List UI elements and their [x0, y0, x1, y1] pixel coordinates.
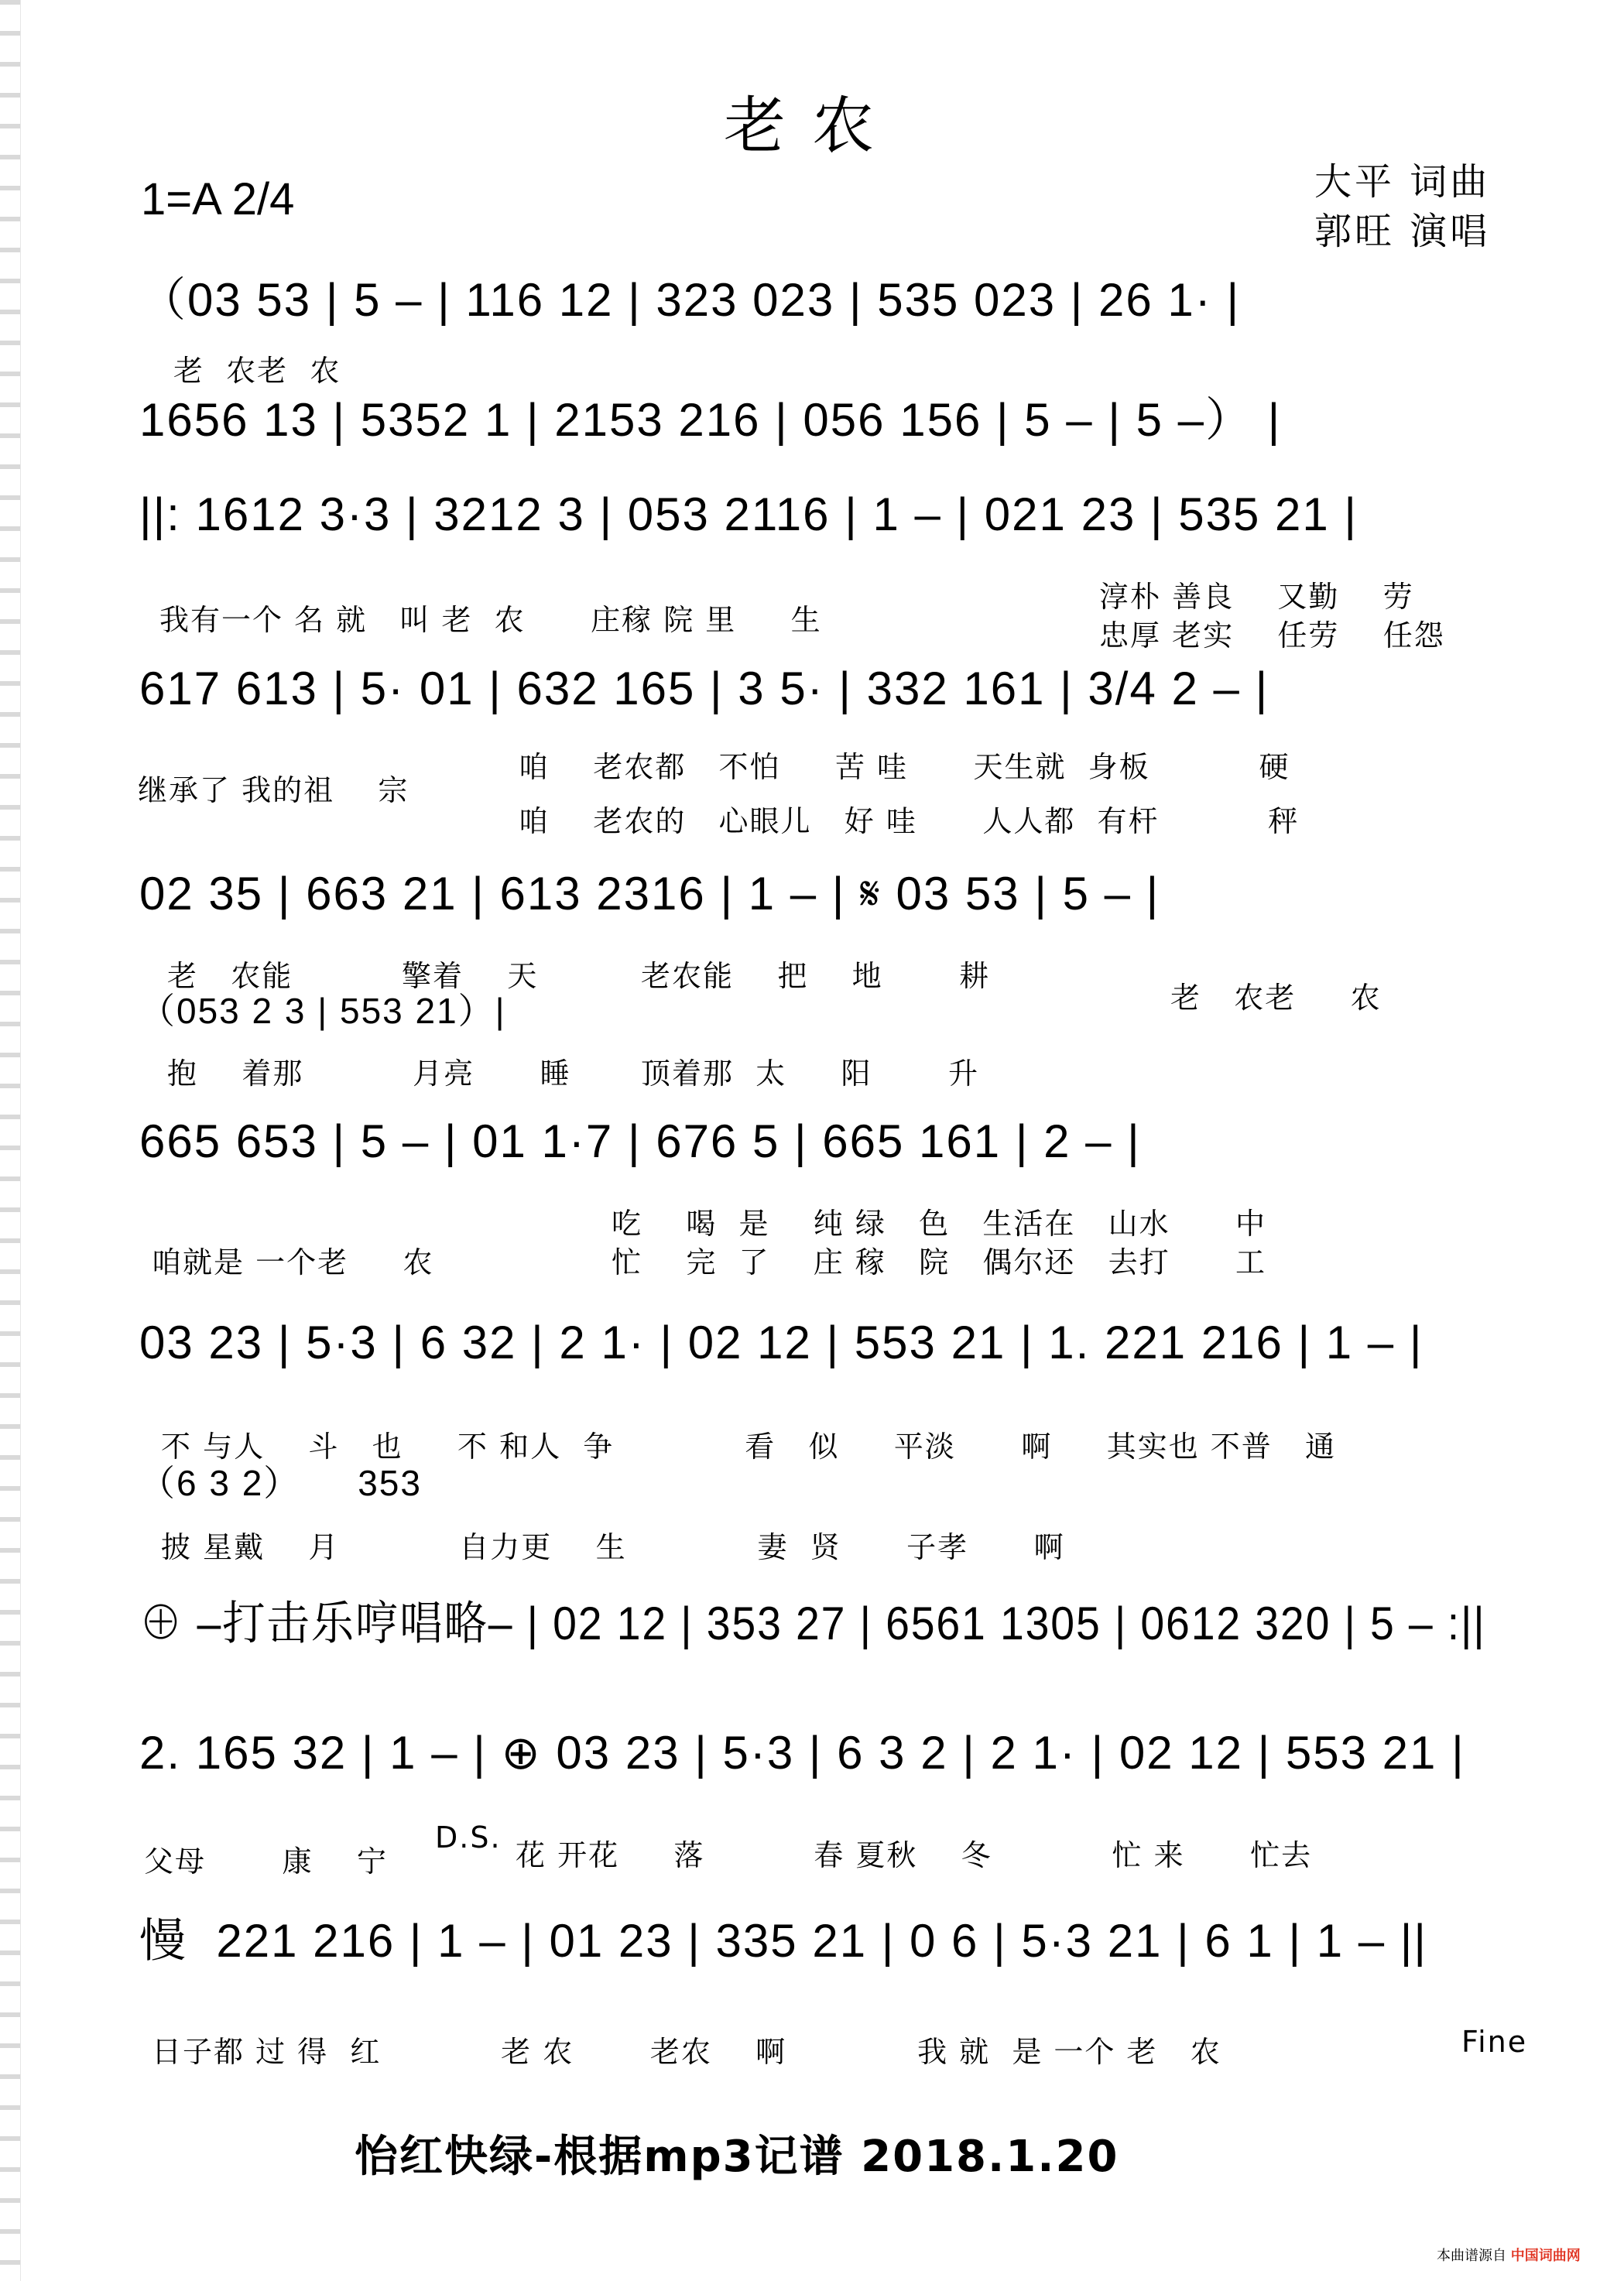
notation-line: 665 653 | 5 – | 01 1·7 | 676 5 | 665 161 | 2 – |: [139, 1115, 1141, 1167]
notation-line: 1656 13 | 5352 1 | 2153 216 | 056 156 | 5 – | 5 –） |: [139, 394, 1282, 446]
lyric-line: 披 星戴 月 自力更 生 妻 贤 子孝 啊: [161, 1530, 1065, 1564]
lyric-line: 咱 老农的 心眼儿 好 哇 人人都 有杆 秤: [519, 804, 1300, 838]
score-system: [139, 488, 1486, 573]
lyric-line: 抱 着那 月亮 睡: [167, 1057, 571, 1091]
lyric-line: 忠厚 老实 任劳 任怨: [1099, 618, 1445, 652]
key-signature: 1=A 2/4: [141, 174, 295, 224]
notation-line: 617 613 | 5· 01 | 632 165 | 3 5· | 332 161 | 3/4 2 – |: [139, 663, 1269, 714]
score-system: [139, 1726, 1486, 1811]
lyric-line: 我有一个 名 就 叫 老 农 庄稼 院 里 生: [159, 603, 822, 637]
lyric-line: 忙 完 了 庄 稼 院 偶尔还 去打 工: [612, 1245, 1267, 1279]
lyric-line: 花 开花 落 春 夏秋 冬 忙 来 忙去: [516, 1838, 1313, 1872]
lyric-line: 老 农老 农: [1170, 981, 1382, 1015]
notation-line: 慢 221 216 | 1 – | 01 23 | 335 21 | 0 6 | 5·3 21 | 6 1 | 1 – ||: [139, 1915, 1427, 1967]
lyric-line: 老 农能 擎着 天: [167, 959, 539, 993]
lyric-line: 淳朴 善良 又勤 劳: [1099, 580, 1414, 614]
lyric-line: 日子都 过 得 红 老 农 老农 啊 我 就 是 一个 老 农: [152, 2035, 1221, 2069]
lyric-line: 父母 康 宁: [144, 1844, 388, 1879]
source-prefix: 本曲谱源自: [1437, 2248, 1506, 2264]
lyric-line: 不 与人 斗 也 不 和人 争 看 似 平淡 啊 其实也 不普 通: [161, 1430, 1337, 1464]
lyric-line: 老 农老 农: [173, 354, 341, 388]
notation-line: 02 35 | 663 21 | 613 2316 | 1 – | 𝄋 03 53 | 5 – |: [139, 868, 1160, 920]
lyric-line: 吃 喝 是 纯 绿 色 生活在 山水 中: [612, 1207, 1267, 1241]
source-brand: 中国词曲网: [1510, 2248, 1581, 2264]
lyric-line: 继承了 我的祖 宗: [138, 773, 409, 807]
notation-line: （053 2 3 | 553 21）|: [139, 991, 506, 1031]
page-left-border: [0, 0, 21, 2281]
score-system: [139, 1316, 1486, 1401]
score-system: [139, 1587, 1486, 1672]
notation-line: ⊕ –打击乐哼唱略– | 02 12 | 353 27 | 6561 1305 | 0612 320 | 5 – :||: [139, 1598, 1486, 1649]
credit-lyricist-composer: 大平 词曲: [1314, 160, 1491, 204]
score-system: [139, 1904, 1486, 1989]
source-credit: [1437, 2245, 1581, 2265]
score-system: [139, 383, 1486, 468]
score-system: [139, 662, 1486, 747]
lyric-line: 老农能 把 地 耕: [641, 959, 991, 993]
notation-line: （03 53 | 5 – | 116 12 | 323 023 | 535 023 | 26 1· |: [139, 274, 1241, 326]
score-system: [139, 1115, 1486, 1200]
notation-line: 03 23 | 5·3 | 6 32 | 2 1· | 02 12 | 553 21 | 1. 221 216 | 1 – |: [139, 1317, 1424, 1368]
credit-performer: 郭旺 演唱: [1314, 210, 1491, 253]
notation-line: 2. 165 32 | 1 – | ⊕ 03 23 | 5·3 | 6 3 2 | 2 1· | 02 12 | 553 21 |: [139, 1727, 1465, 1779]
lyric-line: 顶着那 太 阳 升: [641, 1057, 980, 1091]
score-system: [139, 263, 1486, 348]
notation-line: ||: 1612 3·3 | 3212 3 | 053 2116 | 1 – | 021 23 | 535 21 |: [139, 488, 1358, 540]
lyric-line: Fine: [1461, 2025, 1528, 2059]
page-title: 老农: [724, 90, 900, 162]
lyric-line: 咱 老农都 不怕 苦 哇 天生就 身板 硬: [519, 750, 1290, 784]
lyric-line: D.S.: [435, 1820, 502, 1855]
notation-line: （6 3 2） 353: [139, 1463, 422, 1503]
footer-note: 怡红快绿-根据mp3记谱 2018.1.20: [355, 2132, 1119, 2182]
lyric-line: 咱就是 一个老 农: [152, 1245, 434, 1279]
score-system: [139, 867, 1486, 952]
